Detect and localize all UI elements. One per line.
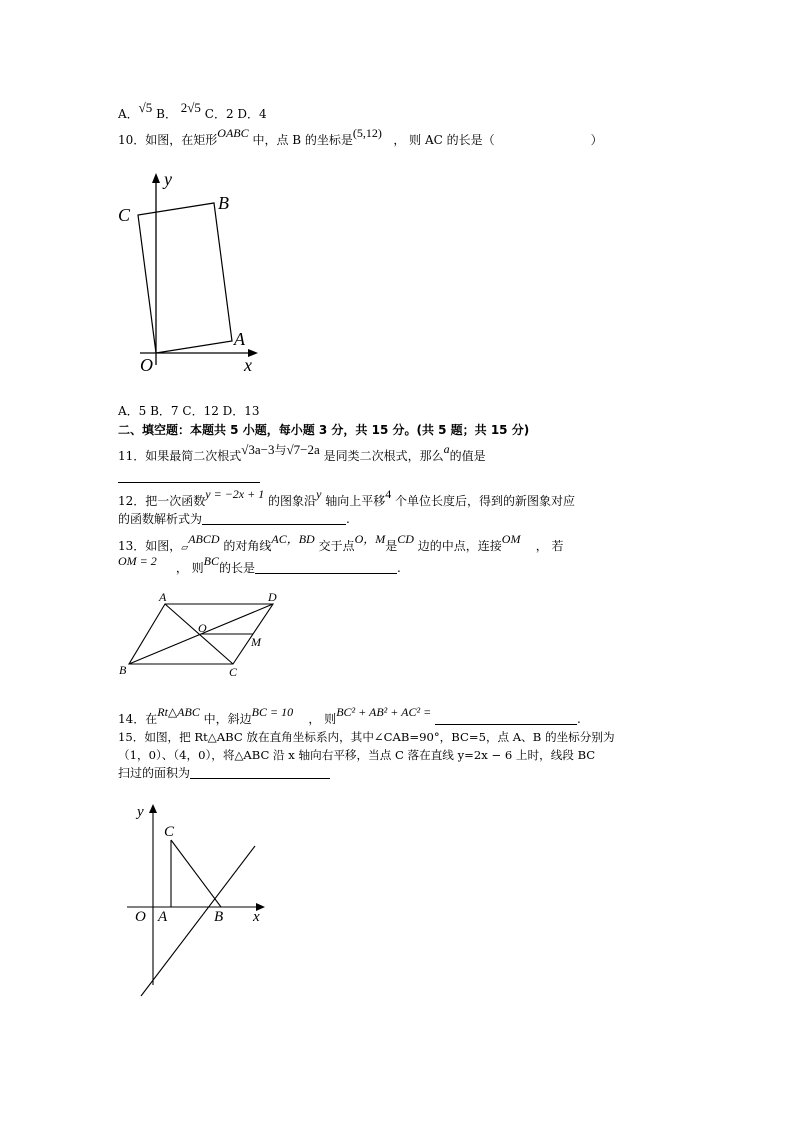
q13-label-c: C — [229, 665, 238, 679]
q13-diagonals: AC，BD — [271, 532, 315, 546]
q12-text-mid1: 的图象沿 — [264, 494, 317, 508]
q14-given: BC = 10 — [251, 705, 294, 719]
q14-expression: BC² + AB² + AC² = — [336, 705, 432, 719]
q13-points: O，M — [354, 532, 386, 546]
q15-label-a: A — [158, 909, 168, 925]
q13-cd: CD — [397, 532, 414, 546]
q15-line3 — [118, 765, 330, 781]
q12-stem — [118, 487, 576, 509]
q15-segment-cb — [171, 840, 221, 907]
q14-triangle: Rt△ABC — [157, 705, 200, 719]
q13-text-mid2: 交于点 — [318, 539, 355, 553]
q15-label-o: O — [135, 909, 146, 925]
q13-label-b: B — [119, 663, 127, 677]
q13-text-after: ， 若 — [535, 539, 564, 553]
q10-text-before: 10．如图，在矩形 — [118, 133, 218, 147]
q10-y-arrow — [152, 173, 160, 183]
q12-line2 — [118, 511, 350, 527]
q15-line3-text: 扫过的面积为 — [118, 766, 191, 780]
q13-label-o: O — [198, 621, 207, 635]
q14-answer-blank[interactable] — [435, 712, 577, 725]
q15-answer-blank[interactable] — [190, 766, 330, 779]
q15-y-arrow — [149, 804, 157, 813]
q13-label-d: D — [268, 590, 277, 604]
q10-label-o: O — [140, 355, 153, 375]
q10-label-x: x — [244, 355, 252, 375]
q10-text-mid: 中，点 B 的坐标是 — [252, 133, 353, 147]
q10-rect-name: OABC — [217, 126, 249, 140]
q13-label-m: M — [251, 635, 261, 649]
q13-text-mid4: 边的中点，连接 — [417, 539, 502, 553]
q10-text-after: ， 则 AC 的长是（ — [393, 133, 495, 147]
q11-stem — [118, 442, 486, 464]
q10-stem — [118, 126, 603, 148]
q10-label-a: A — [234, 329, 245, 349]
q11-radical-2: √7−2a — [286, 442, 320, 457]
q12-function: y = −2x + 1 — [205, 487, 265, 501]
q13-parallelogram-symbol: ▱ — [181, 543, 189, 553]
q9-option-b-value: √5 — [187, 100, 201, 115]
q13-text-mid3: 是 — [385, 539, 398, 553]
q11-text-before: 11．如果最简二次根式 — [118, 449, 242, 463]
q13-text-before: 13．如图， — [118, 539, 182, 553]
q15-line2: （1，0）、（4，0），将△ABC 沿 x 轴向右平移，当点 C 落在直线 y=2x − 6 上时，线段 BC — [118, 748, 596, 762]
q13-om: OM — [501, 532, 521, 546]
q13-condition: OM = 2 — [118, 554, 157, 568]
q13-bc: BC — [203, 554, 220, 568]
q9-option-cd: C．2 D．4 — [204, 107, 267, 121]
q12-text-mid2: 轴向上平移 — [321, 494, 386, 508]
q14-stem — [118, 705, 581, 727]
q13-figure — [115, 592, 285, 682]
q10-label-y: y — [164, 169, 172, 189]
q10-label-c: C — [118, 205, 131, 225]
q12-period: . — [346, 512, 350, 526]
q13-ask: 的长是 — [219, 561, 256, 575]
q13-name: ABCD — [188, 532, 220, 546]
q14-text-before: 14．在 — [118, 712, 158, 726]
q14-period: . — [577, 712, 581, 726]
q13-stem — [118, 532, 564, 556]
q10-rectangle — [138, 203, 232, 353]
q11-radical-1: √3a−3 — [241, 442, 275, 457]
q12-axis: y — [316, 487, 322, 501]
q12-number: 4 — [385, 487, 392, 501]
q13-text-mid1: 的对角线 — [223, 539, 272, 553]
q15-label-x: x — [253, 909, 260, 925]
q12-text-before: 12．把一次函数 — [118, 494, 206, 508]
q12-line2-text: 的函数解析式为 — [118, 512, 203, 526]
q15-label-c: C — [164, 824, 175, 840]
q15-label-b: B — [214, 909, 224, 925]
q13-period: . — [397, 561, 401, 575]
q12-text-after: 个单位长度后，得到的新图象对应 — [391, 494, 576, 508]
q9-option-b-label: B． — [156, 107, 177, 121]
q10-paren-close: ） — [590, 133, 603, 147]
q14-then: ， 则 — [308, 712, 337, 726]
section2-title: 二、填空题：本题共 5 小题，每小题 3 分，共 15 分。(共 5 题；共 15 分) — [118, 423, 530, 437]
q9-options — [118, 100, 267, 122]
q9-option-a-label: A． — [118, 107, 139, 121]
q9-option-a-value: √5 — [138, 100, 153, 115]
q11-text-after: 的值是 — [449, 449, 486, 463]
q15-label-y: y — [137, 804, 144, 820]
q9-option-b-coef: 2 — [180, 100, 188, 115]
q15-line1: 15．如图，把 Rt△ABC 放在直角坐标系内，其中∠CAB=90°，BC=5，点 A、B 的坐标分别为 — [118, 730, 615, 744]
q10-label-b: B — [218, 193, 229, 213]
q13-answer-blank[interactable] — [255, 561, 397, 574]
q13-line2 — [118, 554, 401, 576]
q11-text-mid: 是同类二次根式，那么 — [319, 449, 444, 463]
q11-var: a — [443, 442, 450, 456]
q11-answer-blank[interactable] — [118, 470, 260, 483]
q13-label-a: A — [159, 590, 167, 604]
q10-coord: (5,12) — [352, 126, 382, 140]
q10-figure — [110, 165, 270, 385]
q10-options: A．5 B．7 C．12 D．13 — [118, 404, 260, 418]
q15-figure — [125, 800, 275, 1000]
q12-answer-blank[interactable] — [202, 512, 346, 525]
q14-text-mid: 中，斜边 — [199, 712, 252, 726]
q11-conj: 与 — [274, 443, 287, 457]
q13-then: ， 则 — [175, 561, 204, 575]
